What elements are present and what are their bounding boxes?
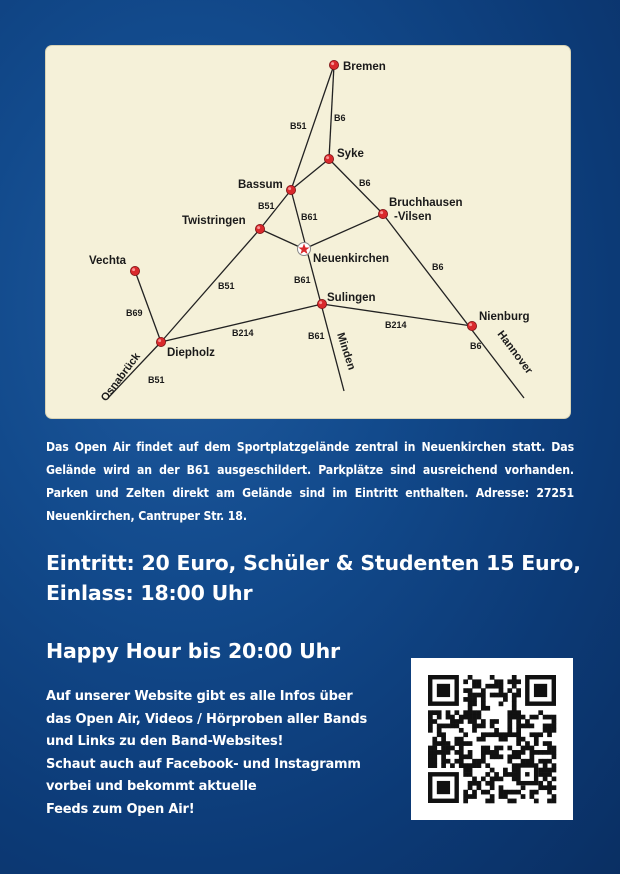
- city-marker-highlight: [380, 211, 383, 214]
- city-marker-highlight: [331, 62, 334, 65]
- website-info-line: vorbei und bekommt aktuelle: [46, 779, 257, 794]
- road-label-b6-syke: B6: [359, 178, 371, 188]
- city-label-syke: Syke: [337, 148, 364, 160]
- direction-label-minden: Minden: [334, 331, 358, 372]
- road-label-b51-bassum: B51: [258, 201, 275, 211]
- road-label-b214-west: B214: [232, 328, 254, 338]
- city-marker-sulingen: [317, 299, 326, 308]
- website-info-line: das Open Air, Videos / Hörproben aller Bands: [46, 711, 368, 727]
- road-label-b51-mid: B51: [218, 281, 235, 291]
- road-label-b51-south: B51: [148, 375, 165, 385]
- website-info-line: Auf unserer Website gibt es alle Infos über: [46, 689, 353, 704]
- city-label-twistringen: Twistringen: [182, 215, 246, 227]
- city-label-bremen: Bremen: [343, 61, 386, 73]
- city-label-diepholz: Diepholz: [167, 347, 215, 359]
- city-marker-vechta: [130, 266, 139, 275]
- route-map: [46, 46, 570, 418]
- city-marker-highlight: [326, 156, 329, 159]
- city-marker-highlight: [319, 301, 322, 304]
- city-marker-syke: [324, 154, 333, 163]
- directions-text: Das Open Air findet auf dem Sportplatzgelände zentral in Neuenkirchen statt. Das Gelände wird an der B61 ausgeschildert. Parkplätze sind ausreichend vorhanden. Parken und Zelten direkt am Gelände sind im Eintritt enthalten. Adresse: 27251 Neuenkirchen, Cantruper Str. 18.: [46, 440, 574, 523]
- road-label-b61-bassum: B61: [301, 212, 318, 222]
- city-marker-highlight: [257, 226, 260, 229]
- city-marker-highlight: [469, 323, 472, 326]
- city-label-neuenkirchen: Neuenkirchen: [313, 253, 390, 265]
- road-b6-bruchhausen-hannover: [383, 214, 524, 398]
- website-info-line: und Links zu den Band-Websites!: [46, 734, 284, 749]
- direction-label-hannover: Hannover: [494, 328, 535, 377]
- city-marker-diepholz: [156, 337, 165, 346]
- direction-label-osnabrueck: Osnabrück: [98, 350, 143, 404]
- city-marker-twistringen: [255, 224, 264, 233]
- city-marker-highlight: [288, 187, 291, 190]
- city-label-sulingen: Sulingen: [327, 292, 376, 304]
- website-info: [46, 686, 406, 821]
- website-info-line: Schaut auch auf Facebook- und Instagramm: [46, 756, 361, 772]
- road-label-b214-east: B214: [385, 320, 407, 330]
- city-label-bruchhausen: Bruchhausen: [389, 197, 463, 209]
- road-label-b6-north: B6: [334, 113, 346, 123]
- city-label-bassum: Bassum: [238, 179, 283, 191]
- qr-code-icon[interactable]: [411, 658, 573, 820]
- happy-hour: Happy Hour bis 20:00 Uhr: [46, 639, 340, 663]
- road-b69-vechta-diepholz: [135, 271, 161, 342]
- city-marker-bremen: [329, 60, 338, 69]
- city-label-bruchhausen-vilsen: -Vilsen: [394, 211, 432, 223]
- road-b51-twistringen-diepholz: [161, 229, 260, 342]
- city-marker-nienburg: [467, 321, 476, 330]
- road-label-b61-mid: B61: [294, 275, 311, 285]
- road-label-b69: B69: [126, 308, 143, 318]
- admission-info: [46, 548, 586, 608]
- neuenkirchen-star-icon: [298, 243, 311, 256]
- city-marker-highlight: [158, 339, 161, 342]
- website-info-line: Feeds zum Open Air!: [46, 801, 195, 817]
- admission-price: Eintritt: 20 Euro, Schüler & Studenten 15 Euro,: [46, 551, 581, 575]
- road-label-b6-east: B6: [432, 262, 444, 272]
- road-label-b51-north: B51: [290, 121, 307, 131]
- admission-entry-time: Einlass: 18:00 Uhr: [46, 581, 253, 605]
- route-map-svg: [46, 46, 570, 418]
- road-label-b6-south: B6: [470, 341, 482, 351]
- qr-code-svg: [411, 658, 573, 820]
- city-marker-highlight: [132, 268, 135, 271]
- city-marker-bruchhausen: [378, 209, 387, 218]
- city-label-nienburg: Nienburg: [479, 311, 530, 323]
- city-label-vechta: Vechta: [89, 255, 127, 267]
- road-b6-syke-bruchhausen: [329, 159, 383, 214]
- road-twistringen-neuenkirchen: [260, 229, 304, 249]
- city-marker-bassum: [286, 185, 295, 194]
- road-label-b61-south: B61: [308, 331, 325, 341]
